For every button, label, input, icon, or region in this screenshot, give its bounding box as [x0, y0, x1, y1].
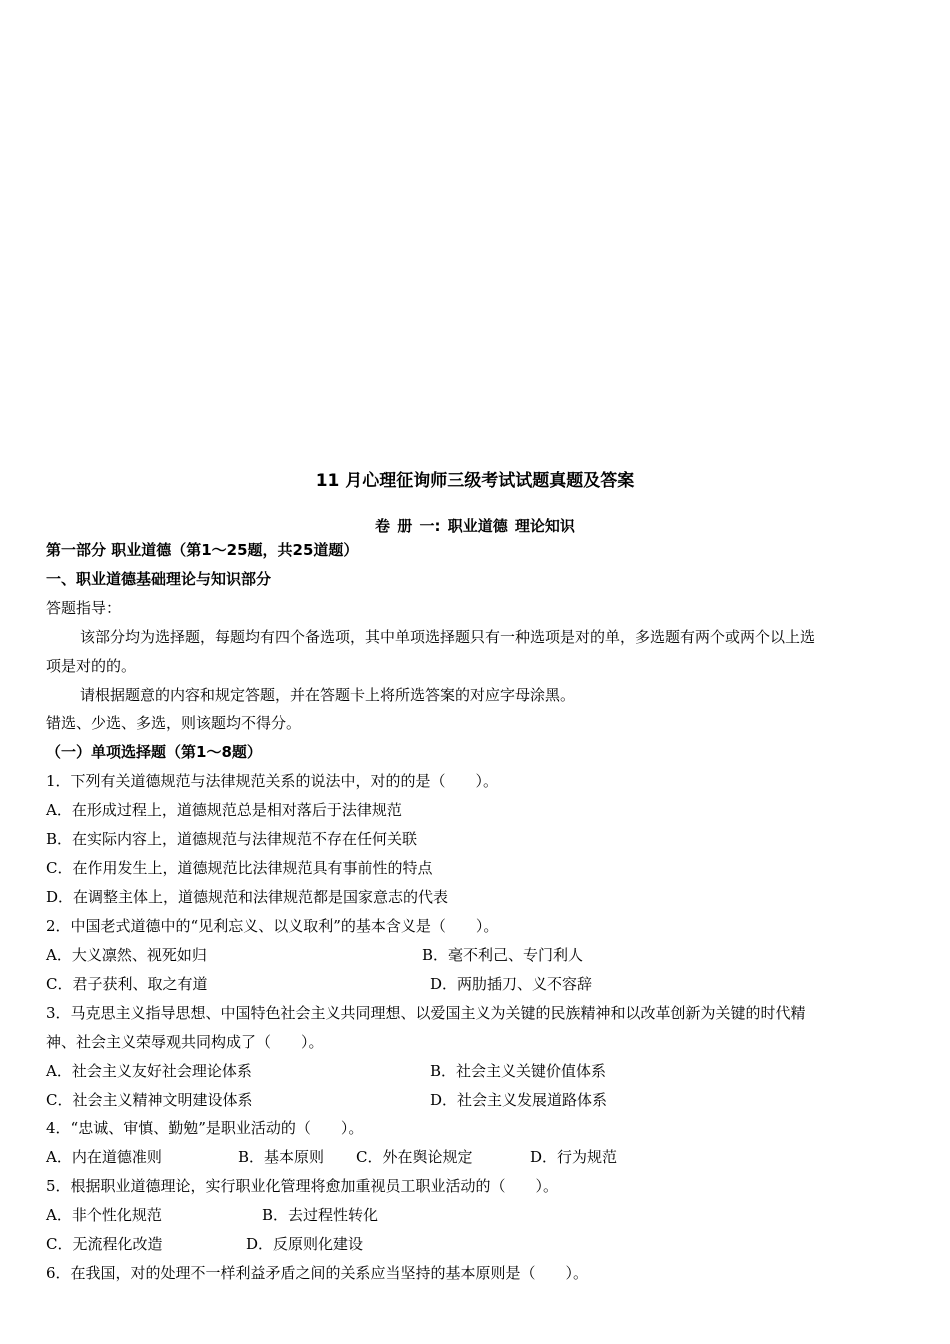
question-5-stem: 5．根据职业道德理论，实行职业化管理将愈加重视员工职业活动的（ ）。 — [46, 1177, 559, 1195]
question-4-option-a: A．内在道德准则 — [46, 1148, 162, 1166]
question-1-option-d: D．在调整主体上，道德规范和法律规范都是国家意志的代表 — [46, 888, 449, 906]
question-1-option-a: A．在形成过程上，道德规范总是相对落后于法律规范 — [46, 801, 402, 819]
guide-paragraph-2: 请根据题意的内容和规定答题，并在答题卡上将所选答案的对应字母涂黑。 — [80, 686, 576, 704]
guide-paragraph-1-line-2: 项是对的的。 — [46, 657, 137, 675]
question-2-stem: 2．中国老式道德中的“见利忘义、以义取利”的基本含义是（ ）。 — [46, 917, 499, 935]
question-1-option-b: B．在实际内容上，道德规范与法律规范不存在任何关联 — [46, 830, 418, 848]
question-2-option-c: C．君子获利、取之有道 — [46, 975, 208, 993]
question-3-stem-line-1: 3．马克思主义指导思想、中国特色社会主义共同理想、以爱国主义为关键的民族精神和以改革创新为关键的时代精 — [46, 1004, 806, 1022]
question-1-stem: 1．下列有关道德规范与法律规范关系的说法中，对的的是（ ）。 — [46, 772, 499, 790]
question-3-option-a: A．社会主义友好社会理论体系 — [46, 1062, 252, 1080]
question-2-option-b: B．毫不利己、专门利人 — [422, 946, 584, 964]
section-heading: 一、职业道德基础理论与知识部分 — [46, 570, 272, 588]
guide-label: 答题指导： — [46, 599, 122, 617]
volume-subtitle: 卷 册 一: 职业道德 理论知识 — [375, 517, 575, 535]
question-3-option-c: C．社会主义精神文明建设体系 — [46, 1091, 253, 1109]
question-6-stem: 6．在我国，对的处理不一样利益矛盾之间的关系应当坚持的基本原则是（ ）。 — [46, 1264, 589, 1282]
question-5-option-b: B．去过程性转化 — [262, 1206, 379, 1224]
question-2-option-d: D．两肋插刀、义不容辞 — [430, 975, 593, 993]
guide-paragraph-1-line-1: 该部分均为选择题，每题均有四个备选项，其中单项选择题只有一种选项是对的单，多选题有两个或两个以上选 — [80, 628, 816, 646]
question-3-stem-line-2: 神、社会主义荣辱观共同构成了（ ）。 — [46, 1033, 324, 1051]
question-4-option-d: D．行为规范 — [530, 1148, 618, 1166]
question-3-option-d: D．社会主义发展道路体系 — [430, 1091, 608, 1109]
question-2-option-a: A．大义凛然、视死如归 — [46, 946, 207, 964]
question-5-option-d: D．反原则化建设 — [246, 1235, 364, 1253]
question-5-option-a: A．非个性化规范 — [46, 1206, 162, 1224]
question-1-option-c: C．在作用发生上，道德规范比法律规范具有事前性的特点 — [46, 859, 433, 877]
single-choice-heading: （一）单项选择题（第1～8题） — [46, 743, 262, 761]
question-5-option-c: C．无流程化改造 — [46, 1235, 163, 1253]
document-title: 11 月心理征询师三级考试试题真题及答案 — [315, 471, 635, 491]
question-4-option-b: B．基本原则 — [238, 1148, 325, 1166]
part-heading: 第一部分 职业道德（第1～25题，共25道题） — [46, 541, 359, 559]
question-3-option-b: B．社会主义关键价值体系 — [430, 1062, 607, 1080]
guide-paragraph-3: 错选、少选、多选，则该题均不得分。 — [46, 714, 302, 732]
question-4-option-c: C．外在舆论规定 — [356, 1148, 473, 1166]
question-4-stem: 4．“忠诚、审慎、勤勉”是职业活动的（ ）。 — [46, 1119, 364, 1137]
